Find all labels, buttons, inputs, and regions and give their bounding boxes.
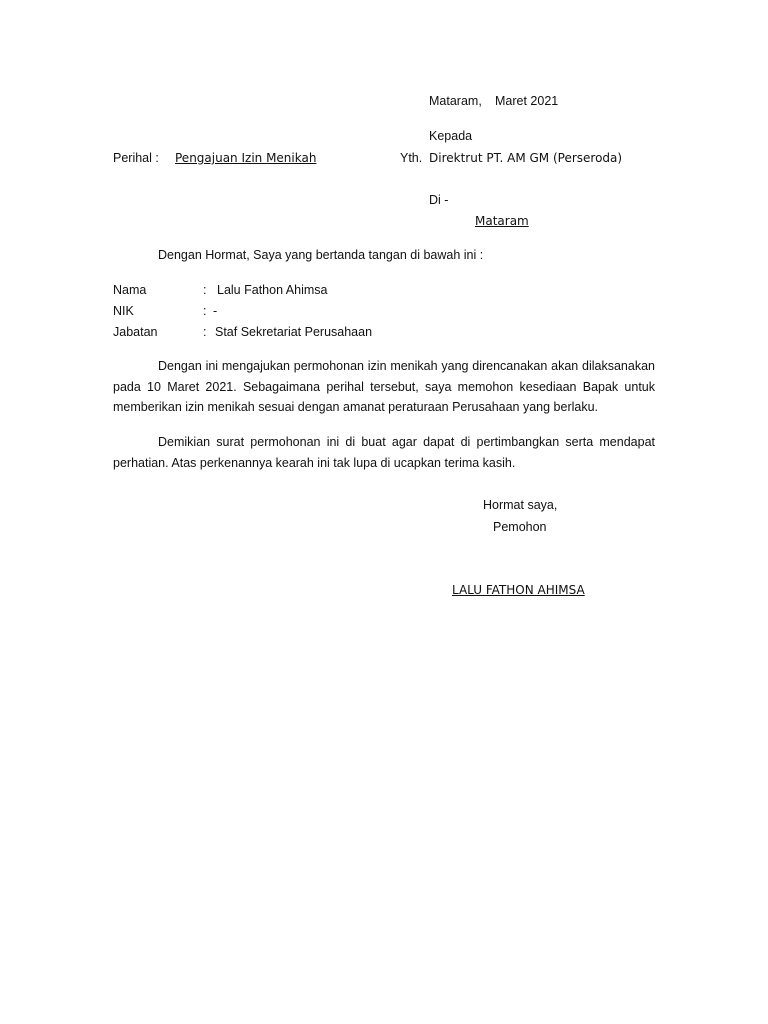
field-value-jabatan: Staf Sekretariat Perusahaan (215, 325, 373, 339)
letter-date: Maret 2021 (495, 94, 559, 108)
perihal-value: Pengajuan Izin Menikah (175, 151, 317, 165)
perihal-label: Perihal : (113, 151, 159, 165)
letter-place: Mataram, (429, 94, 482, 108)
kepada-label: Kepada (429, 129, 473, 143)
field-value-nama: Lalu Fathon Ahimsa (217, 283, 328, 297)
field-sep-jabatan: : (203, 325, 207, 339)
greeting-text: Dengan Hormat, Saya yang bertanda tangan di bawah ini : (158, 248, 484, 262)
di-label: Di - (429, 193, 449, 207)
field-sep-nama: : (203, 283, 207, 297)
closing-text: Hormat saya, (483, 498, 558, 512)
field-label-nik: NIK (113, 304, 134, 318)
signatory-name: LALU FATHON AHIMSA (452, 583, 585, 597)
body-paragraph-1: Dengan ini mengajukan permohonan izin menikah yang direncanakan akan dilaksanakan pada 10 Maret 2021. Sebagaimana perihal tersebut, saya memohon kesediaan Bapak untuk memberikan izin menikah sesuai dengan amanat peraturaan Perusahaan yang berlaku. (113, 359, 655, 414)
field-value-nik: - (213, 304, 218, 318)
recipient-name: Direktrut PT. AM GM (Perseroda) (429, 151, 623, 165)
yth-label: Yth. (400, 151, 423, 165)
field-sep-nik: : (203, 304, 207, 318)
field-label-jabatan: Jabatan (113, 325, 158, 339)
body-paragraph-2: Demikian surat permohonan ini di buat agar dapat di pertimbangkan serta mendapat perhatian. Atas perkenannya kearah ini tak lupa di ucapkan terima kasih. (113, 435, 655, 470)
field-label-nama: Nama (113, 283, 147, 297)
closing-role: Pemohon (493, 520, 547, 534)
recipient-city: Mataram (475, 214, 529, 228)
